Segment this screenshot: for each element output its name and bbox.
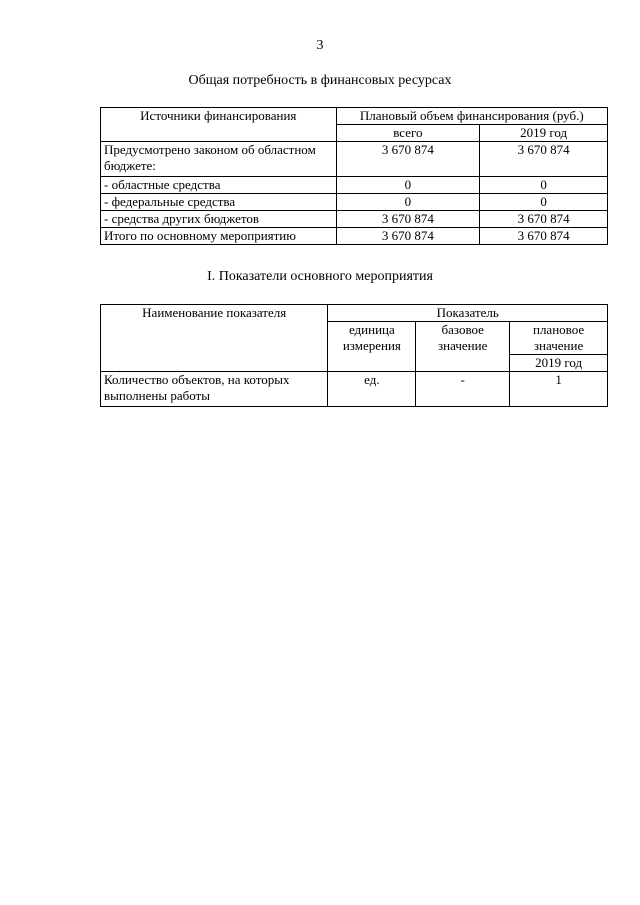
table-row — [101, 372, 608, 407]
table-row — [101, 228, 608, 245]
table-row — [101, 211, 608, 228]
row-name: Количество объектов, на которых выполнены работы — [101, 372, 328, 407]
header-plan-year: 2019 год — [510, 355, 608, 372]
row-total: 3 670 874 — [336, 142, 480, 177]
row-plan: 1 — [510, 372, 608, 407]
row-name: - областные средства — [101, 177, 337, 194]
indicators-table — [100, 304, 608, 407]
row-name: - федеральные средства — [101, 194, 337, 211]
header-base: базовое значение — [416, 322, 510, 372]
row-base: - — [416, 372, 510, 407]
header-unit: единица измерения — [328, 322, 416, 372]
header-plan: плановое значение — [510, 322, 608, 355]
table-row — [101, 177, 608, 194]
row-name: Итого по основному мероприятию — [101, 228, 337, 245]
header-year: 2019 год — [480, 125, 608, 142]
finance-table — [100, 107, 608, 245]
row-year: 3 670 874 — [480, 228, 608, 245]
row-total: 0 — [336, 194, 480, 211]
header-total: всего — [336, 125, 480, 142]
indicators-table-title: I. Показатели основного мероприятия — [207, 269, 433, 284]
row-year: 0 — [480, 177, 608, 194]
finance-table-title: Общая потребность в финансовых ресурсах — [188, 73, 452, 88]
row-total: 3 670 874 — [336, 228, 480, 245]
row-name: Предусмотрено законом об областном бюджете: — [101, 142, 337, 177]
row-total: 3 670 874 — [336, 211, 480, 228]
row-total: 0 — [336, 177, 480, 194]
row-year: 0 — [480, 194, 608, 211]
row-name: - средства других бюджетов — [101, 211, 337, 228]
header-indicator-name: Наименование показателя — [101, 305, 328, 372]
table-row — [101, 194, 608, 211]
header-source: Источники финансирования — [101, 108, 337, 142]
table-row — [101, 142, 608, 177]
page-number: 3 — [316, 38, 324, 53]
row-year: 3 670 874 — [480, 142, 608, 177]
header-planned: Плановый объем финансирования (руб.) — [336, 108, 607, 125]
header-indicator: Показатель — [328, 305, 608, 322]
row-unit: ед. — [328, 372, 416, 407]
row-year: 3 670 874 — [480, 211, 608, 228]
